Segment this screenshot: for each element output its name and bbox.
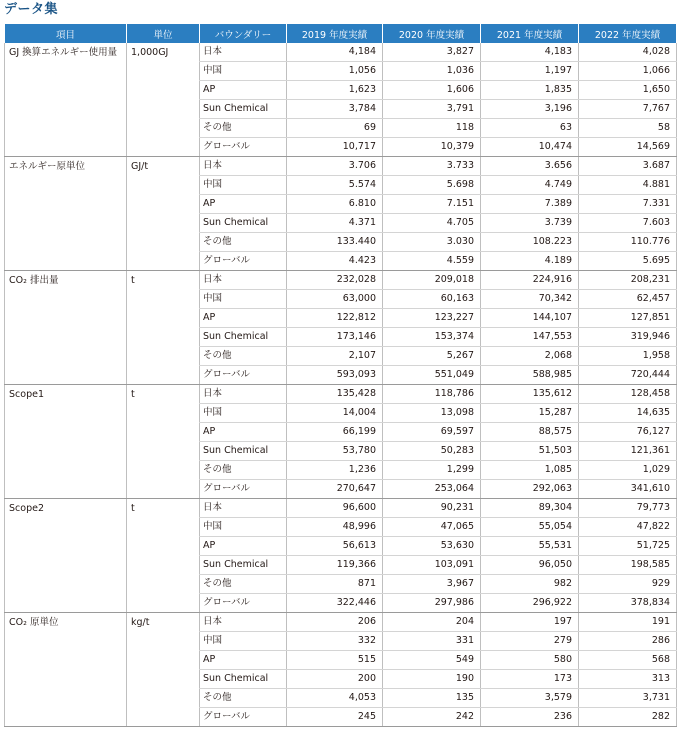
value-cell: 332 <box>287 632 383 651</box>
value-cell: 135,612 <box>481 385 579 404</box>
group-unit: 1,000GJ <box>127 43 200 157</box>
value-cell: 190 <box>383 670 481 689</box>
boundary-cell: 中国 <box>200 404 287 423</box>
value-cell: 549 <box>383 651 481 670</box>
value-cell: 191 <box>579 613 677 632</box>
header-fy2021: 2021 年度実績 <box>481 24 579 43</box>
value-cell: 76,127 <box>579 423 677 442</box>
group-label: Scope1 <box>5 385 127 499</box>
value-cell: 69,597 <box>383 423 481 442</box>
boundary-cell: グローバル <box>200 252 287 271</box>
value-cell: 7.389 <box>481 195 579 214</box>
boundary-cell: 日本 <box>200 385 287 404</box>
boundary-cell: 日本 <box>200 43 287 62</box>
boundary-cell: その他 <box>200 461 287 480</box>
value-cell: 341,610 <box>579 480 677 499</box>
value-cell: 1,085 <box>481 461 579 480</box>
value-cell: 208,231 <box>579 271 677 290</box>
value-cell: 89,304 <box>481 499 579 518</box>
value-cell: 929 <box>579 575 677 594</box>
value-cell: 3.030 <box>383 233 481 252</box>
value-cell: 198,585 <box>579 556 677 575</box>
header-row <box>5 24 677 43</box>
value-cell: 63 <box>481 119 579 138</box>
boundary-cell: その他 <box>200 689 287 708</box>
value-cell: 232,028 <box>287 271 383 290</box>
boundary-cell: その他 <box>200 233 287 252</box>
value-cell: 270,647 <box>287 480 383 499</box>
table-row <box>5 157 677 176</box>
value-cell: 982 <box>481 575 579 594</box>
value-cell: 55,531 <box>481 537 579 556</box>
value-cell: 4.559 <box>383 252 481 271</box>
value-cell: 58 <box>579 119 677 138</box>
boundary-cell: 中国 <box>200 62 287 81</box>
boundary-cell: Sun Chemical <box>200 214 287 233</box>
value-cell: 3.706 <box>287 157 383 176</box>
value-cell: 122,812 <box>287 309 383 328</box>
value-cell: 14,635 <box>579 404 677 423</box>
value-cell: 2,068 <box>481 347 579 366</box>
value-cell: 319,946 <box>579 328 677 347</box>
value-cell: 588,985 <box>481 366 579 385</box>
boundary-cell: 中国 <box>200 290 287 309</box>
value-cell: 4.881 <box>579 176 677 195</box>
boundary-cell: AP <box>200 81 287 100</box>
value-cell: 133.440 <box>287 233 383 252</box>
table-row <box>5 499 677 518</box>
value-cell: 90,231 <box>383 499 481 518</box>
value-cell: 1,236 <box>287 461 383 480</box>
value-cell: 3,784 <box>287 100 383 119</box>
value-cell: 14,004 <box>287 404 383 423</box>
boundary-cell: AP <box>200 195 287 214</box>
value-cell: 10,717 <box>287 138 383 157</box>
boundary-cell: グローバル <box>200 594 287 613</box>
value-cell: 282 <box>579 708 677 727</box>
value-cell: 173,146 <box>287 328 383 347</box>
value-cell: 7.331 <box>579 195 677 214</box>
table-row <box>5 385 677 404</box>
group-label: エネルギー原単位 <box>5 157 127 271</box>
value-cell: 236 <box>481 708 579 727</box>
value-cell: 4.423 <box>287 252 383 271</box>
value-cell: 5.695 <box>579 252 677 271</box>
value-cell: 63,000 <box>287 290 383 309</box>
value-cell: 119,366 <box>287 556 383 575</box>
boundary-cell: グローバル <box>200 138 287 157</box>
value-cell: 313 <box>579 670 677 689</box>
value-cell: 1,056 <box>287 62 383 81</box>
value-cell: 5.574 <box>287 176 383 195</box>
value-cell: 51,503 <box>481 442 579 461</box>
value-cell: 1,029 <box>579 461 677 480</box>
value-cell: 88,575 <box>481 423 579 442</box>
value-cell: 200 <box>287 670 383 689</box>
value-cell: 3,196 <box>481 100 579 119</box>
table-row <box>5 43 677 62</box>
value-cell: 135 <box>383 689 481 708</box>
value-cell: 10,474 <box>481 138 579 157</box>
table-body <box>5 43 677 727</box>
group-unit: t <box>127 271 200 385</box>
value-cell: 147,553 <box>481 328 579 347</box>
value-cell: 53,630 <box>383 537 481 556</box>
value-cell: 6.810 <box>287 195 383 214</box>
value-cell: 50,283 <box>383 442 481 461</box>
value-cell: 56,613 <box>287 537 383 556</box>
value-cell: 118,786 <box>383 385 481 404</box>
value-cell: 197 <box>481 613 579 632</box>
value-cell: 70,342 <box>481 290 579 309</box>
value-cell: 4,183 <box>481 43 579 62</box>
value-cell: 209,018 <box>383 271 481 290</box>
value-cell: 79,773 <box>579 499 677 518</box>
value-cell: 60,163 <box>383 290 481 309</box>
group-unit: kg/t <box>127 613 200 727</box>
boundary-cell: 日本 <box>200 613 287 632</box>
value-cell: 173 <box>481 670 579 689</box>
value-cell: 720,444 <box>579 366 677 385</box>
value-cell: 47,822 <box>579 518 677 537</box>
value-cell: 378,834 <box>579 594 677 613</box>
boundary-cell: グローバル <box>200 708 287 727</box>
boundary-cell: Sun Chemical <box>200 100 287 119</box>
value-cell: 1,299 <box>383 461 481 480</box>
boundary-cell: 日本 <box>200 499 287 518</box>
value-cell: 297,986 <box>383 594 481 613</box>
value-cell: 144,107 <box>481 309 579 328</box>
value-cell: 292,063 <box>481 480 579 499</box>
boundary-cell: グローバル <box>200 480 287 499</box>
value-cell: 1,197 <box>481 62 579 81</box>
boundary-cell: 日本 <box>200 157 287 176</box>
boundary-cell: Sun Chemical <box>200 556 287 575</box>
value-cell: 15,287 <box>481 404 579 423</box>
header-fy2022: 2022 年度実績 <box>579 24 677 43</box>
value-cell: 279 <box>481 632 579 651</box>
value-cell: 593,093 <box>287 366 383 385</box>
value-cell: 62,457 <box>579 290 677 309</box>
value-cell: 551,049 <box>383 366 481 385</box>
page-title: データ集 <box>4 2 59 17</box>
boundary-cell: AP <box>200 537 287 556</box>
value-cell: 66,199 <box>287 423 383 442</box>
boundary-cell: グローバル <box>200 366 287 385</box>
group-label: Scope2 <box>5 499 127 613</box>
boundary-cell: 日本 <box>200 271 287 290</box>
boundary-cell: その他 <box>200 575 287 594</box>
value-cell: 55,054 <box>481 518 579 537</box>
value-cell: 4.705 <box>383 214 481 233</box>
table-header <box>5 24 677 43</box>
boundary-cell: Sun Chemical <box>200 442 287 461</box>
value-cell: 135,428 <box>287 385 383 404</box>
value-cell: 5.698 <box>383 176 481 195</box>
value-cell: 3,731 <box>579 689 677 708</box>
value-cell: 108.223 <box>481 233 579 252</box>
group-unit: GJ/t <box>127 157 200 271</box>
value-cell: 1,958 <box>579 347 677 366</box>
boundary-cell: AP <box>200 309 287 328</box>
value-cell: 3,827 <box>383 43 481 62</box>
value-cell: 245 <box>287 708 383 727</box>
value-cell: 242 <box>383 708 481 727</box>
value-cell: 110.776 <box>579 233 677 252</box>
value-cell: 3,791 <box>383 100 481 119</box>
group-unit: t <box>127 385 200 499</box>
boundary-cell: 中国 <box>200 518 287 537</box>
value-cell: 253,064 <box>383 480 481 499</box>
value-cell: 580 <box>481 651 579 670</box>
value-cell: 1,835 <box>481 81 579 100</box>
table-row <box>5 271 677 290</box>
value-cell: 118 <box>383 119 481 138</box>
boundary-cell: Sun Chemical <box>200 328 287 347</box>
value-cell: 121,361 <box>579 442 677 461</box>
value-cell: 5,267 <box>383 347 481 366</box>
value-cell: 127,851 <box>579 309 677 328</box>
value-cell: 10,379 <box>383 138 481 157</box>
value-cell: 13,098 <box>383 404 481 423</box>
value-cell: 322,446 <box>287 594 383 613</box>
value-cell: 1,036 <box>383 62 481 81</box>
value-cell: 103,091 <box>383 556 481 575</box>
value-cell: 4.749 <box>481 176 579 195</box>
value-cell: 4,053 <box>287 689 383 708</box>
value-cell: 51,725 <box>579 537 677 556</box>
boundary-cell: 中国 <box>200 632 287 651</box>
value-cell: 4.371 <box>287 214 383 233</box>
value-cell: 4,028 <box>579 43 677 62</box>
group-label: GJ 換算エネルギー使用量 <box>5 43 127 157</box>
value-cell: 47,065 <box>383 518 481 537</box>
value-cell: 331 <box>383 632 481 651</box>
value-cell: 7,767 <box>579 100 677 119</box>
value-cell: 3,579 <box>481 689 579 708</box>
value-cell: 53,780 <box>287 442 383 461</box>
value-cell: 69 <box>287 119 383 138</box>
boundary-cell: その他 <box>200 119 287 138</box>
data-table <box>4 24 677 727</box>
value-cell: 14,569 <box>579 138 677 157</box>
value-cell: 123,227 <box>383 309 481 328</box>
value-cell: 7.151 <box>383 195 481 214</box>
value-cell: 3.656 <box>481 157 579 176</box>
value-cell: 1,623 <box>287 81 383 100</box>
header-item: 項目 <box>5 24 127 43</box>
value-cell: 4.189 <box>481 252 579 271</box>
group-unit: t <box>127 499 200 613</box>
boundary-cell: その他 <box>200 347 287 366</box>
value-cell: 515 <box>287 651 383 670</box>
value-cell: 296,922 <box>481 594 579 613</box>
value-cell: 96,600 <box>287 499 383 518</box>
group-label: CO₂ 排出量 <box>5 271 127 385</box>
header-boundary: バウンダリー <box>200 24 287 43</box>
value-cell: 286 <box>579 632 677 651</box>
value-cell: 871 <box>287 575 383 594</box>
boundary-cell: 中国 <box>200 176 287 195</box>
table-row <box>5 613 677 632</box>
value-cell: 1,650 <box>579 81 677 100</box>
boundary-cell: AP <box>200 651 287 670</box>
value-cell: 224,916 <box>481 271 579 290</box>
header-fy2019: 2019 年度実績 <box>287 24 383 43</box>
value-cell: 3.687 <box>579 157 677 176</box>
value-cell: 1,066 <box>579 62 677 81</box>
boundary-cell: Sun Chemical <box>200 670 287 689</box>
boundary-cell: AP <box>200 423 287 442</box>
group-label: CO₂ 原単位 <box>5 613 127 727</box>
value-cell: 3.739 <box>481 214 579 233</box>
header-fy2020: 2020 年度実績 <box>383 24 481 43</box>
value-cell: 2,107 <box>287 347 383 366</box>
value-cell: 568 <box>579 651 677 670</box>
value-cell: 4,184 <box>287 43 383 62</box>
value-cell: 3.733 <box>383 157 481 176</box>
header-unit: 単位 <box>127 24 200 43</box>
value-cell: 204 <box>383 613 481 632</box>
value-cell: 7.603 <box>579 214 677 233</box>
value-cell: 96,050 <box>481 556 579 575</box>
value-cell: 3,967 <box>383 575 481 594</box>
value-cell: 206 <box>287 613 383 632</box>
value-cell: 128,458 <box>579 385 677 404</box>
value-cell: 1,606 <box>383 81 481 100</box>
value-cell: 153,374 <box>383 328 481 347</box>
value-cell: 48,996 <box>287 518 383 537</box>
